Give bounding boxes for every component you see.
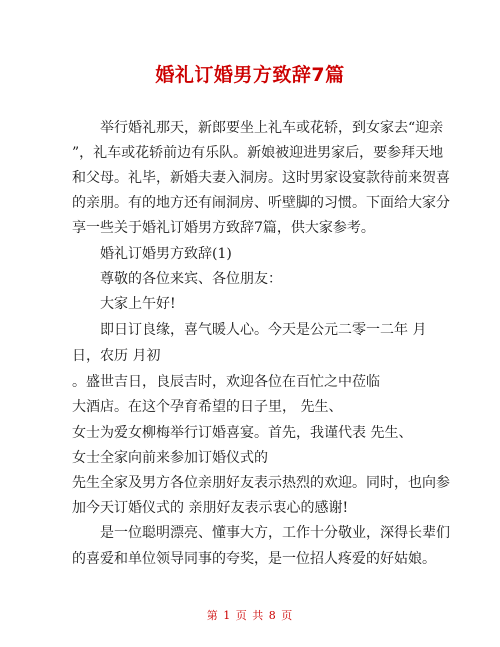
body-line: 大酒店。在这个孕育希望的日子里， 先生、	[72, 399, 343, 415]
body-line: 即日订良缘，喜气暖人心。今天是公元二零一二年 月	[72, 322, 427, 338]
body-line: 女士全家向前来参加订婚仪式的	[72, 450, 268, 466]
page-footer: 第 1 页 共 8 页	[206, 609, 294, 622]
document-title: 婚礼订婚男方致辞7篇	[155, 64, 345, 86]
body-line: 的喜爱和单位领导同事的夸奖，是一位招人疼爱的好姑娘。	[72, 551, 436, 567]
body-line: 举行婚礼那天，新郎要坐上礼车或花轿，到女家去“迎亲	[72, 120, 444, 136]
body-line: ”，礼车或花轿前边有乐队。新娘被迎进男家后，要参拜天地	[72, 145, 444, 161]
body-line: 是一位聪明漂亮、懂事大方，工作十分敬业，深得长辈们	[72, 525, 450, 541]
body-line: 大家上午好!	[72, 296, 176, 312]
body-line: 加今天订婚仪式的 亲朋好友表示衷心的感谢!	[72, 500, 349, 516]
body-line: 先生全家及男方各位亲朋好友表示热烈的欢迎。同时，也向参	[72, 475, 450, 491]
body-line: 日，农历 月初	[72, 348, 161, 364]
body-line: 和父母。礼毕，新婚夫妻入洞房。这时男家设宴款待前来贺喜	[72, 170, 450, 186]
body-line: 的亲朋。有的地方还有闹洞房、听壁脚的习惯。下面给大家分	[72, 195, 450, 211]
section-heading: 婚礼订婚男方致辞(1)	[72, 246, 232, 262]
body-line: 。盛世吉日，良辰吉时，欢迎各位在百忙之中莅临	[72, 374, 380, 390]
body-line: 享一些关于婚礼订婚男方致辞7篇，供大家参考。	[72, 220, 375, 236]
body-line: 女士为爱女柳梅举行订婚喜宴。首先，我谨代表 先生、	[72, 425, 413, 441]
body-line: 尊敬的各位来宾、各位朋友：	[72, 271, 282, 287]
